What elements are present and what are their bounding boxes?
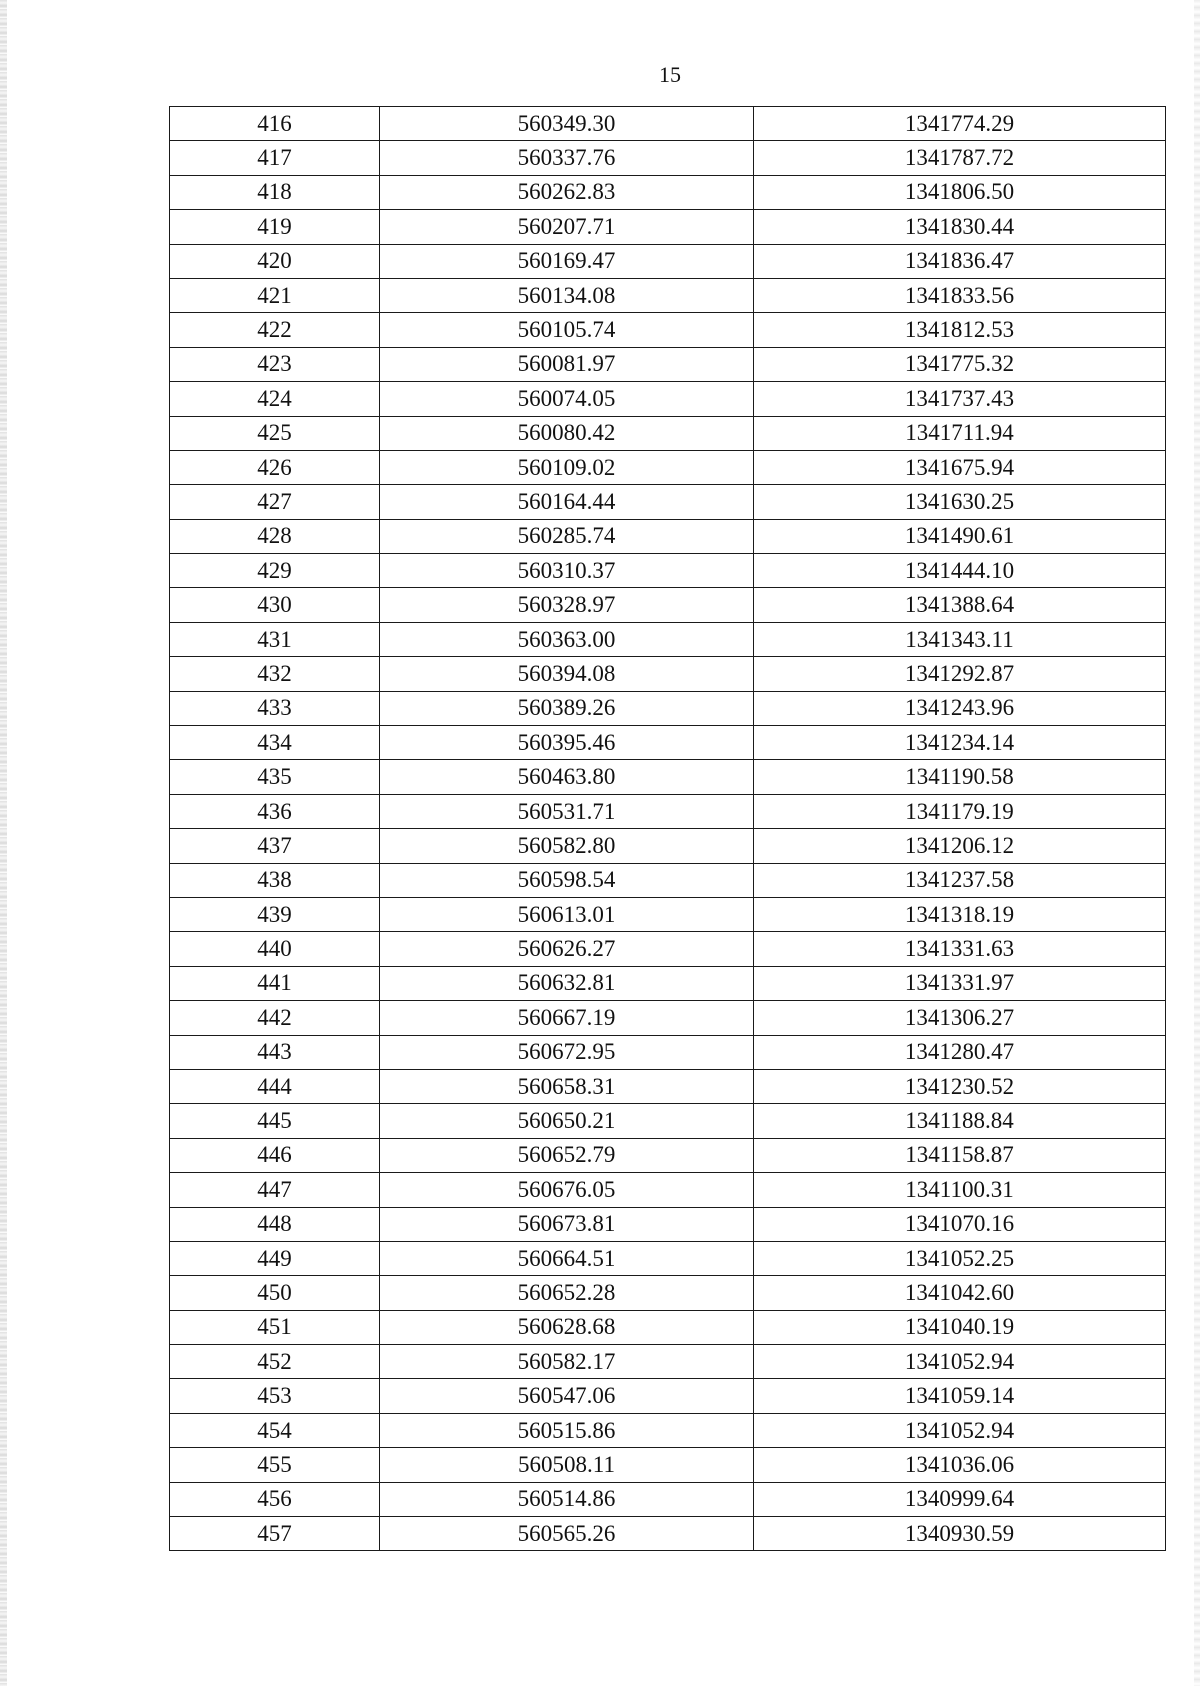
point-number-cell: 438 <box>170 863 380 897</box>
table-row <box>170 1413 1166 1447</box>
table-row <box>170 1207 1166 1241</box>
y-coordinate-cell: 1341331.63 <box>754 932 1166 966</box>
table-row <box>170 657 1166 691</box>
y-coordinate-cell: 1341318.19 <box>754 897 1166 931</box>
table-row <box>170 141 1166 175</box>
table-row <box>170 1310 1166 1344</box>
x-coordinate-cell: 560672.95 <box>380 1035 754 1069</box>
scan-edge-left <box>0 0 7 1686</box>
point-number-cell: 453 <box>170 1379 380 1413</box>
table-row <box>170 107 1166 141</box>
x-coordinate-cell: 560547.06 <box>380 1379 754 1413</box>
y-coordinate-cell: 1341237.58 <box>754 863 1166 897</box>
x-coordinate-cell: 560626.27 <box>380 932 754 966</box>
x-coordinate-cell: 560514.86 <box>380 1482 754 1516</box>
y-coordinate-cell: 1341711.94 <box>754 416 1166 450</box>
y-coordinate-cell: 1341331.97 <box>754 966 1166 1000</box>
point-number-cell: 443 <box>170 1035 380 1069</box>
point-number-cell: 441 <box>170 966 380 1000</box>
x-coordinate-cell: 560164.44 <box>380 485 754 519</box>
y-coordinate-cell: 1340930.59 <box>754 1517 1166 1551</box>
x-coordinate-cell: 560676.05 <box>380 1173 754 1207</box>
table-row <box>170 794 1166 828</box>
x-coordinate-cell: 560673.81 <box>380 1207 754 1241</box>
x-coordinate-cell: 560598.54 <box>380 863 754 897</box>
y-coordinate-cell: 1341052.25 <box>754 1241 1166 1275</box>
y-coordinate-cell: 1341052.94 <box>754 1413 1166 1447</box>
table-row <box>170 1069 1166 1103</box>
table-row <box>170 588 1166 622</box>
point-number-cell: 437 <box>170 829 380 863</box>
table-row <box>170 1482 1166 1516</box>
point-number-cell: 445 <box>170 1104 380 1138</box>
x-coordinate-cell: 560285.74 <box>380 519 754 553</box>
x-coordinate-cell: 560652.79 <box>380 1138 754 1172</box>
table-row <box>170 313 1166 347</box>
point-number-cell: 449 <box>170 1241 380 1275</box>
y-coordinate-cell: 1341306.27 <box>754 1001 1166 1035</box>
y-coordinate-cell: 1341158.87 <box>754 1138 1166 1172</box>
table-row <box>170 175 1166 209</box>
x-coordinate-cell: 560207.71 <box>380 210 754 244</box>
y-coordinate-cell: 1340999.64 <box>754 1482 1166 1516</box>
y-coordinate-cell: 1341775.32 <box>754 347 1166 381</box>
x-coordinate-cell: 560337.76 <box>380 141 754 175</box>
point-number-cell: 425 <box>170 416 380 450</box>
point-number-cell: 427 <box>170 485 380 519</box>
x-coordinate-cell: 560667.19 <box>380 1001 754 1035</box>
point-number-cell: 436 <box>170 794 380 828</box>
table-row <box>170 1035 1166 1069</box>
table-row <box>170 1241 1166 1275</box>
table-row <box>170 726 1166 760</box>
table-row <box>170 1276 1166 1310</box>
point-number-cell: 432 <box>170 657 380 691</box>
x-coordinate-cell: 560080.42 <box>380 416 754 450</box>
table-row <box>170 416 1166 450</box>
x-coordinate-cell: 560081.97 <box>380 347 754 381</box>
point-number-cell: 439 <box>170 897 380 931</box>
table-row <box>170 897 1166 931</box>
table-row <box>170 1345 1166 1379</box>
point-number-cell: 450 <box>170 1276 380 1310</box>
table-row <box>170 1138 1166 1172</box>
x-coordinate-cell: 560531.71 <box>380 794 754 828</box>
table-row <box>170 347 1166 381</box>
y-coordinate-cell: 1341230.52 <box>754 1069 1166 1103</box>
point-number-cell: 444 <box>170 1069 380 1103</box>
y-coordinate-cell: 1341490.61 <box>754 519 1166 553</box>
y-coordinate-cell: 1341806.50 <box>754 175 1166 209</box>
x-coordinate-cell: 560395.46 <box>380 726 754 760</box>
y-coordinate-cell: 1341675.94 <box>754 450 1166 484</box>
point-number-cell: 454 <box>170 1413 380 1447</box>
table-row <box>170 278 1166 312</box>
y-coordinate-cell: 1341070.16 <box>754 1207 1166 1241</box>
point-number-cell: 428 <box>170 519 380 553</box>
x-coordinate-cell: 560658.31 <box>380 1069 754 1103</box>
y-coordinate-cell: 1341812.53 <box>754 313 1166 347</box>
y-coordinate-cell: 1341042.60 <box>754 1276 1166 1310</box>
y-coordinate-cell: 1341206.12 <box>754 829 1166 863</box>
table-row <box>170 382 1166 416</box>
point-number-cell: 456 <box>170 1482 380 1516</box>
y-coordinate-cell: 1341343.11 <box>754 622 1166 656</box>
x-coordinate-cell: 560650.21 <box>380 1104 754 1138</box>
x-coordinate-cell: 560664.51 <box>380 1241 754 1275</box>
y-coordinate-cell: 1341833.56 <box>754 278 1166 312</box>
x-coordinate-cell: 560582.17 <box>380 1345 754 1379</box>
point-number-cell: 447 <box>170 1173 380 1207</box>
y-coordinate-cell: 1341388.64 <box>754 588 1166 622</box>
point-number-cell: 448 <box>170 1207 380 1241</box>
x-coordinate-cell: 560169.47 <box>380 244 754 278</box>
table-row <box>170 760 1166 794</box>
y-coordinate-cell: 1341280.47 <box>754 1035 1166 1069</box>
x-coordinate-cell: 560632.81 <box>380 966 754 1000</box>
x-coordinate-cell: 560363.00 <box>380 622 754 656</box>
x-coordinate-cell: 560652.28 <box>380 1276 754 1310</box>
point-number-cell: 434 <box>170 726 380 760</box>
page-number: 15 <box>659 62 681 87</box>
point-number-cell: 417 <box>170 141 380 175</box>
y-coordinate-cell: 1341836.47 <box>754 244 1166 278</box>
y-coordinate-cell: 1341040.19 <box>754 1310 1166 1344</box>
point-number-cell: 452 <box>170 1345 380 1379</box>
table-row <box>170 932 1166 966</box>
x-coordinate-cell: 560582.80 <box>380 829 754 863</box>
x-coordinate-cell: 560105.74 <box>380 313 754 347</box>
table-row <box>170 1104 1166 1138</box>
point-number-cell: 430 <box>170 588 380 622</box>
x-coordinate-cell: 560613.01 <box>380 897 754 931</box>
y-coordinate-cell: 1341100.31 <box>754 1173 1166 1207</box>
x-coordinate-cell: 560328.97 <box>380 588 754 622</box>
point-number-cell: 433 <box>170 691 380 725</box>
point-number-cell: 421 <box>170 278 380 312</box>
scan-edge-right <box>1194 0 1200 1686</box>
table-row <box>170 519 1166 553</box>
table-row <box>170 554 1166 588</box>
table-row <box>170 1001 1166 1035</box>
table-row <box>170 1517 1166 1551</box>
table-row <box>170 1379 1166 1413</box>
point-number-cell: 440 <box>170 932 380 966</box>
table-row <box>170 829 1166 863</box>
y-coordinate-cell: 1341737.43 <box>754 382 1166 416</box>
table-row <box>170 1448 1166 1482</box>
point-number-cell: 416 <box>170 107 380 141</box>
table-row <box>170 622 1166 656</box>
table-row <box>170 691 1166 725</box>
y-coordinate-cell: 1341059.14 <box>754 1379 1166 1413</box>
y-coordinate-cell: 1341036.06 <box>754 1448 1166 1482</box>
point-number-cell: 446 <box>170 1138 380 1172</box>
x-coordinate-cell: 560394.08 <box>380 657 754 691</box>
y-coordinate-cell: 1341444.10 <box>754 554 1166 588</box>
y-coordinate-cell: 1341188.84 <box>754 1104 1166 1138</box>
y-coordinate-cell: 1341179.19 <box>754 794 1166 828</box>
x-coordinate-cell: 560389.26 <box>380 691 754 725</box>
x-coordinate-cell: 560349.30 <box>380 107 754 141</box>
x-coordinate-cell: 560109.02 <box>380 450 754 484</box>
table-row <box>170 450 1166 484</box>
y-coordinate-cell: 1341787.72 <box>754 141 1166 175</box>
y-coordinate-cell: 1341190.58 <box>754 760 1166 794</box>
x-coordinate-cell: 560134.08 <box>380 278 754 312</box>
point-number-cell: 451 <box>170 1310 380 1344</box>
point-number-cell: 431 <box>170 622 380 656</box>
point-number-cell: 457 <box>170 1517 380 1551</box>
y-coordinate-cell: 1341774.29 <box>754 107 1166 141</box>
point-number-cell: 418 <box>170 175 380 209</box>
x-coordinate-cell: 560463.80 <box>380 760 754 794</box>
table-row <box>170 863 1166 897</box>
table-row <box>170 244 1166 278</box>
table-row <box>170 966 1166 1000</box>
x-coordinate-cell: 560310.37 <box>380 554 754 588</box>
x-coordinate-cell: 560508.11 <box>380 1448 754 1482</box>
y-coordinate-cell: 1341830.44 <box>754 210 1166 244</box>
coordinate-table <box>169 106 1166 1551</box>
y-coordinate-cell: 1341630.25 <box>754 485 1166 519</box>
point-number-cell: 429 <box>170 554 380 588</box>
point-number-cell: 423 <box>170 347 380 381</box>
y-coordinate-cell: 1341243.96 <box>754 691 1166 725</box>
table-row <box>170 1173 1166 1207</box>
y-coordinate-cell: 1341234.14 <box>754 726 1166 760</box>
point-number-cell: 424 <box>170 382 380 416</box>
coordinate-table-body <box>170 107 1166 1551</box>
point-number-cell: 420 <box>170 244 380 278</box>
x-coordinate-cell: 560628.68 <box>380 1310 754 1344</box>
x-coordinate-cell: 560515.86 <box>380 1413 754 1447</box>
x-coordinate-cell: 560262.83 <box>380 175 754 209</box>
point-number-cell: 435 <box>170 760 380 794</box>
y-coordinate-cell: 1341292.87 <box>754 657 1166 691</box>
point-number-cell: 442 <box>170 1001 380 1035</box>
point-number-cell: 419 <box>170 210 380 244</box>
y-coordinate-cell: 1341052.94 <box>754 1345 1166 1379</box>
table-row <box>170 485 1166 519</box>
point-number-cell: 422 <box>170 313 380 347</box>
table-row <box>170 210 1166 244</box>
x-coordinate-cell: 560565.26 <box>380 1517 754 1551</box>
point-number-cell: 426 <box>170 450 380 484</box>
x-coordinate-cell: 560074.05 <box>380 382 754 416</box>
point-number-cell: 455 <box>170 1448 380 1482</box>
